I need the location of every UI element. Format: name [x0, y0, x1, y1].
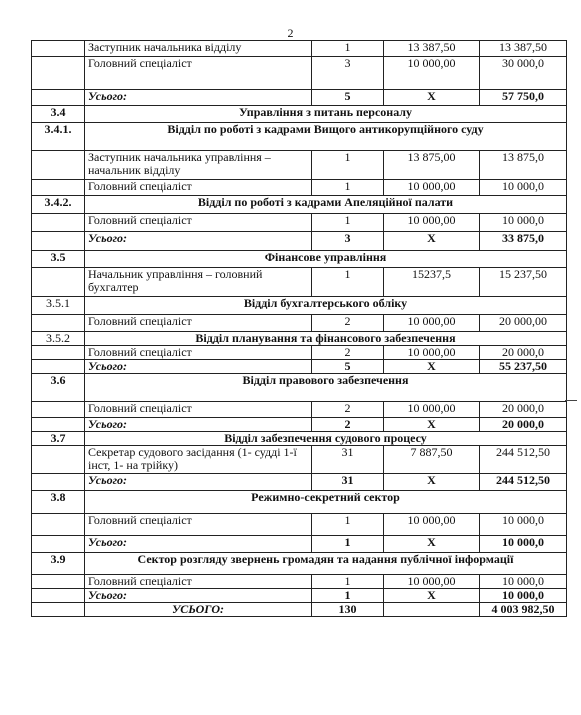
salary: 7 887,50	[384, 446, 480, 474]
grand-total-row	[32, 603, 567, 617]
position-name: Головний спеціаліст	[85, 315, 312, 332]
empty-cell	[32, 346, 85, 360]
section-code: 3.6	[32, 374, 85, 402]
section-title: Відділ бухгалтерського обліку	[85, 297, 567, 315]
total-amount: 55 237,50	[480, 360, 567, 374]
empty-cell	[32, 151, 85, 180]
row-total: 13 387,50	[480, 41, 567, 57]
salary: 10 000,00	[384, 346, 480, 360]
x-mark: Х	[384, 90, 480, 106]
subtotal-row	[32, 232, 567, 251]
table-row	[32, 575, 567, 589]
empty-cell	[32, 214, 85, 232]
section-title: Режимно-секретний сектор	[85, 491, 567, 514]
empty-cell	[32, 57, 85, 90]
section-header-row	[32, 432, 567, 446]
empty-cell	[32, 402, 85, 418]
row-total: 15 237,50	[480, 268, 567, 297]
section-title: Відділ забезпечення судового процесу	[85, 432, 567, 446]
section-code: 3.4	[32, 106, 85, 123]
staff-count: 1	[312, 151, 384, 180]
total-amount: 10 000,0	[480, 589, 567, 603]
salary: 10 000,00	[384, 402, 480, 418]
section-code: 3.4.1.	[32, 123, 85, 151]
staff-count: 2	[312, 402, 384, 418]
x-mark: Х	[384, 474, 480, 491]
salary: 15237,5	[384, 268, 480, 297]
page-number: 2	[287, 26, 294, 40]
section-header-row	[32, 251, 567, 268]
x-mark	[384, 603, 480, 617]
position-name: Головний спеціаліст	[85, 514, 312, 536]
table-row	[32, 346, 567, 360]
position-name: Головний спеціаліст	[85, 57, 312, 90]
salary: 10 000,00	[384, 180, 480, 196]
row-total: 30 000,0	[480, 57, 567, 90]
salary: 13 387,50	[384, 41, 480, 57]
section-header-row	[32, 553, 567, 575]
row-total: 20 000,0	[480, 346, 567, 360]
row-total: 244 512,50	[480, 446, 567, 474]
x-mark: Х	[384, 418, 480, 432]
section-code: 3.5.2	[32, 332, 85, 346]
total-label: Усього:	[85, 536, 312, 553]
total-amount: 33 875,0	[480, 232, 567, 251]
section-code: 3.9	[32, 553, 85, 575]
subtotal-row	[32, 474, 567, 491]
salary: 10 000,00	[384, 315, 480, 332]
total-count: 31	[312, 474, 384, 491]
salary: 10 000,00	[384, 214, 480, 232]
subtotal-row	[32, 536, 567, 553]
position-name: Головний спеціаліст	[85, 180, 312, 196]
position-name: Головний спеціаліст	[85, 575, 312, 589]
row-total: 10 000,0	[480, 575, 567, 589]
section-header-row	[32, 491, 567, 514]
empty-cell	[32, 41, 85, 57]
section-code: 3.7	[32, 432, 85, 446]
row-total: 13 875,0	[480, 151, 567, 180]
empty-cell	[32, 315, 85, 332]
x-mark: Х	[384, 589, 480, 603]
table-row	[32, 214, 567, 232]
empty-cell	[32, 90, 85, 106]
empty-cell	[32, 474, 85, 491]
section-title: Управління з питань персоналу	[85, 106, 567, 123]
staff-count: 1	[312, 180, 384, 196]
row-total: 10 000,0	[480, 514, 567, 536]
section-title: Відділ планування та фінансового забезпечення	[85, 332, 567, 346]
row-total: 10 000,0	[480, 180, 567, 196]
total-count: 3	[312, 232, 384, 251]
section-code: 3.5.1	[32, 297, 85, 315]
section-title: Відділ по роботі з кадрами Вищого антикорупційного суду	[85, 123, 567, 151]
total-label: Усього:	[85, 474, 312, 491]
margin-mark	[565, 400, 577, 401]
section-header-row	[32, 374, 567, 402]
total-count: 2	[312, 418, 384, 432]
staff-count: 3	[312, 57, 384, 90]
row-total: 20 000,00	[480, 315, 567, 332]
section-header-row	[32, 106, 567, 123]
x-mark: Х	[384, 232, 480, 251]
section-header-row	[32, 332, 567, 346]
section-title: Сектор розгляду звернень громадян та надання публічної інформації	[85, 553, 567, 575]
position-name: Заступник начальника відділу	[85, 41, 312, 57]
staff-count: 1	[312, 514, 384, 536]
empty-cell	[32, 418, 85, 432]
table-row	[32, 41, 567, 57]
position-name: Заступник начальника управління – начальник відділу	[85, 151, 312, 180]
salary: 10 000,00	[384, 514, 480, 536]
salary: 10 000,00	[384, 57, 480, 90]
section-title: Відділ правового забезпечення	[85, 374, 567, 402]
empty-cell	[32, 536, 85, 553]
empty-cell	[32, 360, 85, 374]
total-count: 5	[312, 90, 384, 106]
subtotal-row	[32, 589, 567, 603]
salary: 13 875,00	[384, 151, 480, 180]
empty-cell	[32, 514, 85, 536]
total-amount: 57 750,0	[480, 90, 567, 106]
table-row	[32, 57, 567, 90]
total-amount: 20 000,0	[480, 418, 567, 432]
salary: 10 000,00	[384, 575, 480, 589]
empty-cell	[32, 446, 85, 474]
total-amount: 4 003 982,50	[480, 603, 567, 617]
staff-count: 2	[312, 315, 384, 332]
total-label: Усього:	[85, 360, 312, 374]
total-label: УСЬОГО:	[85, 603, 312, 617]
position-name: Головний спеціаліст	[85, 346, 312, 360]
table-row	[32, 268, 567, 297]
total-count: 5	[312, 360, 384, 374]
staff-count: 31	[312, 446, 384, 474]
position-name: Начальник управління – головний бухгалтер	[85, 268, 312, 297]
staffing-table-body	[32, 41, 567, 617]
x-mark: Х	[384, 360, 480, 374]
position-name: Головний спеціаліст	[85, 402, 312, 418]
staff-count: 1	[312, 575, 384, 589]
empty-cell	[32, 575, 85, 589]
table-row	[32, 151, 567, 180]
empty-cell	[32, 180, 85, 196]
staff-count: 2	[312, 346, 384, 360]
x-mark: Х	[384, 536, 480, 553]
staff-count: 1	[312, 268, 384, 297]
section-title: Відділ по роботі з кадрами Апеляційної палати	[85, 196, 567, 214]
section-code: 3.8	[32, 491, 85, 514]
empty-cell	[32, 268, 85, 297]
total-count: 130	[312, 603, 384, 617]
row-total: 20 000,0	[480, 402, 567, 418]
section-header-row	[32, 196, 567, 214]
total-label: Усього:	[85, 589, 312, 603]
staffing-table	[31, 40, 567, 617]
total-label: Усього:	[85, 90, 312, 106]
table-row	[32, 514, 567, 536]
total-label: Усього:	[85, 232, 312, 251]
empty-cell	[32, 603, 85, 617]
empty-cell	[32, 589, 85, 603]
total-label: Усього:	[85, 418, 312, 432]
table-row	[32, 180, 567, 196]
empty-cell	[32, 232, 85, 251]
table-row	[32, 446, 567, 474]
section-code: 3.5	[32, 251, 85, 268]
table-row	[32, 402, 567, 418]
staff-count: 1	[312, 214, 384, 232]
total-count: 1	[312, 589, 384, 603]
section-header-row	[32, 297, 567, 315]
total-amount: 10 000,0	[480, 536, 567, 553]
subtotal-row	[32, 90, 567, 106]
section-title: Фінансове управління	[85, 251, 567, 268]
position-name: Секретар судового засідання (1- судді 1-ї інст, 1- на трійку)	[85, 446, 312, 474]
total-count: 1	[312, 536, 384, 553]
position-name: Головний спеціаліст	[85, 214, 312, 232]
subtotal-row	[32, 418, 567, 432]
row-total: 10 000,0	[480, 214, 567, 232]
table-row	[32, 315, 567, 332]
staff-count: 1	[312, 41, 384, 57]
section-header-row	[32, 123, 567, 151]
section-code: 3.4.2.	[32, 196, 85, 214]
total-amount: 244 512,50	[480, 474, 567, 491]
subtotal-row	[32, 360, 567, 374]
